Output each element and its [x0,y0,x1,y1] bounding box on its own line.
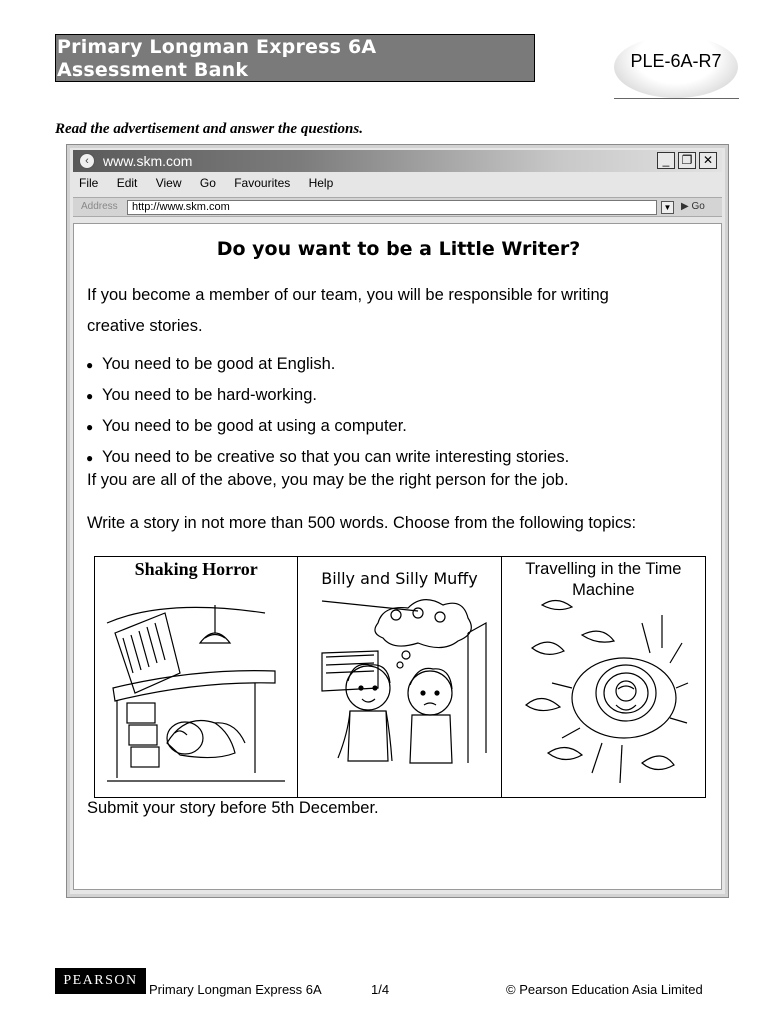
browser-titlebar [73,150,722,172]
topic-travelling-in-the-time-machine [502,557,705,797]
topic-title: Billy and Silly Muffy [321,569,478,588]
address-input[interactable]: http://www.skm.com [127,200,657,215]
intro-line-1: If you become a member of our team, you will be responsible for writing [87,286,609,304]
topic-shaking-horror [95,557,298,797]
footer-copyright: © Pearson Education Asia Limited [506,982,703,997]
minimize-button[interactable]: _ [657,152,675,169]
intro-line-2: creative stories. [87,317,203,335]
browser-window-title: www.skm.com [103,153,193,169]
menu-file[interactable]: File [79,176,99,190]
header-title-box [55,34,535,82]
back-arrow-icon[interactable]: ‹ [79,153,95,169]
topic-title: Travelling in the Time Machine [525,560,682,599]
address-dropdown-icon[interactable]: ▼ [661,201,674,214]
close-button[interactable]: ✕ [699,152,717,169]
header-title-line1: Primary Longman Express 6A [57,36,377,58]
topic-billy-and-silly-muffy [298,557,501,797]
header-title-line2: Assessment Bank [57,59,249,81]
web-page-content [73,223,722,890]
badge-divider [614,98,739,99]
menu-favourites[interactable]: Favourites [234,176,291,190]
requirement-item: ● You need to be hard-working. [86,386,317,404]
topic-title: Shaking Horror [134,559,258,579]
pearson-logo: PEARSON [55,968,146,994]
address-bar [73,197,722,217]
time-machine-illustration [512,593,696,793]
footer-book-title: Primary Longman Express 6A [149,982,322,997]
condition-text: If you are all of the above, you may be the right person for the job. [87,471,569,489]
menu-go[interactable]: Go [199,176,216,190]
go-label: Go [691,201,705,212]
requirement-item: ● You need to be good at English. [86,355,336,373]
deadline-text: Submit your story before 5th December. [87,799,379,817]
topics-table [94,556,706,798]
browser-window [66,144,729,898]
footer-page-number: 1/4 [371,982,390,997]
billy-and-muffy-illustration [308,593,492,793]
go-button[interactable]: ▶ Go [681,201,705,212]
requirement-item: ● You need to be creative so that you can write interesting stories. [86,448,570,466]
shaking-horror-illustration [105,593,289,793]
ad-title: Do you want to be a Little Writer? [216,238,581,260]
address-label: Address [81,201,118,212]
menu-edit[interactable]: Edit [116,176,138,190]
topic-prompt: Write a story in not more than 500 words. Choose from the following topics: [87,514,637,532]
maximize-button[interactable]: ❐ [678,152,696,169]
menu-help[interactable]: Help [308,176,334,190]
instruction-text: Read the advertisement and answer the questions. [55,121,363,137]
worksheet-code-badge: PLE-6A-R7 [614,36,738,98]
requirement-item: ● You need to be good at using a computer. [86,417,407,435]
browser-menubar [79,176,348,190]
menu-view[interactable]: View [155,176,182,190]
